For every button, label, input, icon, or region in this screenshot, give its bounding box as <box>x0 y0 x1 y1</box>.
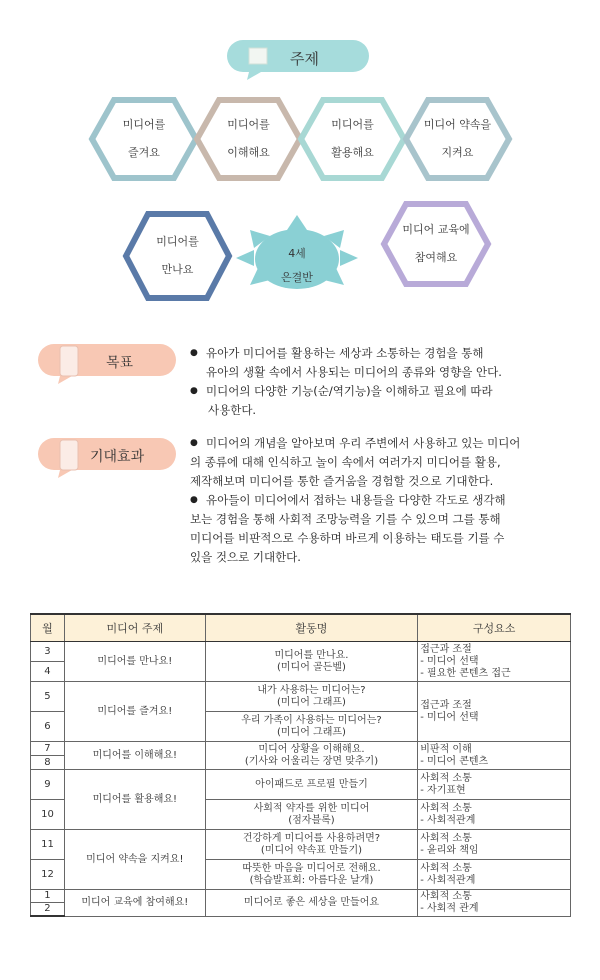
table-row: 5 미디어를 즐겨요! 내가 사용하는 미디어는? (미디어 그래프) 접근과 조절 - 미디어 선택 <box>31 682 571 712</box>
hexagon-participate-label: 미디어 교육에 참여해요 <box>402 223 470 264</box>
table-row: 8 <box>31 756 571 770</box>
header-month: 월 <box>31 614 65 642</box>
hexagon-understand-label: 미디어를 이해해요 <box>227 118 270 159</box>
theme-title: 주제 <box>290 50 319 68</box>
hexagon-use-label: 미디어를 활용해요 <box>331 118 374 159</box>
effects-label: 기대효과 <box>90 449 145 465</box>
center-label: 4세 은결반 <box>281 247 313 284</box>
hexagon-promise-label: 미디어 약속을 지켜요 <box>423 118 492 159</box>
table-row: 12 따뜻한 마음을 미디어로 전해요. (학습발표회: 아름다운 날개) 사회적 소통 - 사회적관계 <box>31 860 571 890</box>
goals-list <box>190 344 570 420</box>
table-row: 3 미디어를 만나요! 미디어를 만나요. (미디어 골든벨) 접근과 조절 - 미디어 선택 - 필요한 콘텐츠 접근 <box>31 642 571 662</box>
header-activity: 활동명 <box>205 614 418 642</box>
table-header <box>31 614 571 642</box>
table-row: 1 미디어 교육에 참여해요! 미디어로 좋은 세상을 만들어요 사회적 소통 - 사회적 관계 <box>31 890 571 903</box>
goal-item: ● 미디어의 다양한 기능(순/역기능)을 이해하고 필요에 따라 사용한다. <box>190 382 570 420</box>
goal-item: ● 유아가 미디어를 활용하는 세상과 소통하는 경험을 통해 유아의 생활 속에서 사용되는 미디어의 종류와 영향을 안다. <box>190 344 570 382</box>
hexagon-meet-label: 미디어를 만나요 <box>156 235 199 276</box>
schedule-table <box>30 613 571 917</box>
table-row: 9 미디어를 활용해요! 아이패드로 프로필 만들기 사회적 소통 - 자기표현 <box>31 770 571 800</box>
goals-label: 목표 <box>106 355 134 371</box>
header-topic: 미디어 주제 <box>64 614 205 642</box>
table-row: 7 미디어를 이해해요! 미디어 상황을 이해해요. (기사와 어울리는 장면 맞추기) 비판적 이해 - 미디어 콘텐츠 <box>31 742 571 756</box>
table-row: 10 사회적 약자를 위한 미디어 (점자블록) 사회적 소통 - 사회적관계 <box>31 800 571 830</box>
header-elements: 구성요소 <box>418 614 571 642</box>
effects-list <box>190 434 570 567</box>
table-row: 4 <box>31 662 571 682</box>
effect-item: ● 유아들이 미디어에서 접하는 내용들을 다양한 각도로 생각해 보는 경험을 통해 사회적 조망능력을 기를 수 있으며 그를 통해 미디어를 비판적으로 수용하며 바르게 이용하는 태도를 기를 수 있을 것으로 기대한다. <box>190 491 570 567</box>
hexagon-enjoy-label: 미디어를 즐겨요 <box>122 118 166 159</box>
table-row: 6 우리 가족이 사용하는 미디어는? (미디어 그래프) <box>31 712 571 742</box>
table-row: 2 <box>31 903 571 917</box>
table-row: 11 미디어 약속을 지켜요! 건강하게 미디어를 사용하려면? (미디어 약속표 만들기) 사회적 소통 - 윤리와 책임 <box>31 830 571 860</box>
effect-item: ● 미디어의 개념을 알아보며 우리 주변에서 사용하고 있는 미디어 의 종류에 대해 인식하고 놀이 속에서 여러가지 미디어를 활용, 제작해보며 미디어를 통한 즐거움을 경험할 것으로 기대한다. <box>190 434 570 491</box>
